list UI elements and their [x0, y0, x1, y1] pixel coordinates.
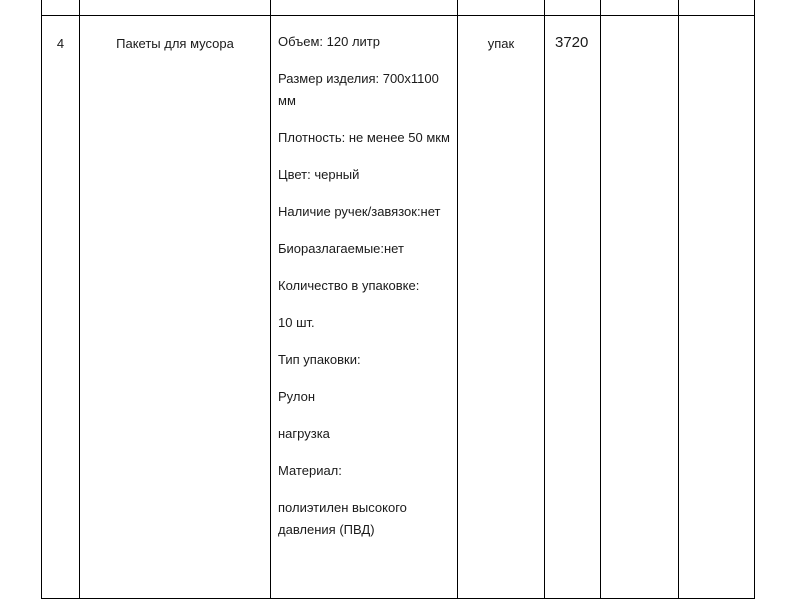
spec-line: Размер изделия: 700x1100 мм: [278, 71, 439, 108]
spec-table: [41, 0, 755, 599]
spec-line: Рулон: [278, 389, 316, 404]
item-specifications: [271, 16, 458, 599]
unit-of-measure: упак: [458, 16, 545, 599]
table-cell: [679, 0, 755, 16]
row-number: 4: [42, 16, 80, 599]
spec-line: нагрузка: [278, 426, 330, 441]
spec-line: Объем: 120 литр: [278, 34, 380, 49]
empty-cell: [601, 16, 679, 599]
quantity: 3720: [545, 16, 601, 599]
spec-line: Тип упаковки:: [278, 352, 361, 367]
table-cell: [458, 0, 545, 16]
spec-line: 10 шт.: [278, 315, 315, 330]
spec-line: Цвет: черный: [278, 167, 360, 182]
spec-line: Биоразлагаемые:нет: [278, 241, 404, 256]
item-name: Пакеты для мусора: [80, 16, 271, 599]
table-cell: [80, 0, 271, 16]
spec-line: Материал:: [278, 463, 342, 478]
spec-line: Наличие ручек/завязок:нет: [278, 204, 441, 219]
previous-row-fragment: [42, 0, 755, 16]
empty-cell: [679, 16, 755, 599]
table-cell: [545, 0, 601, 16]
spec-line: Количество в упаковке:: [278, 278, 420, 293]
table-cell: [601, 0, 679, 16]
table-cell: [271, 0, 458, 16]
table-row: [42, 16, 755, 599]
spec-line: Плотность: не менее 50 мкм: [278, 130, 450, 145]
spec-line: полиэтилен высокого давления (ПВД): [278, 500, 407, 537]
table-cell: [42, 0, 80, 16]
